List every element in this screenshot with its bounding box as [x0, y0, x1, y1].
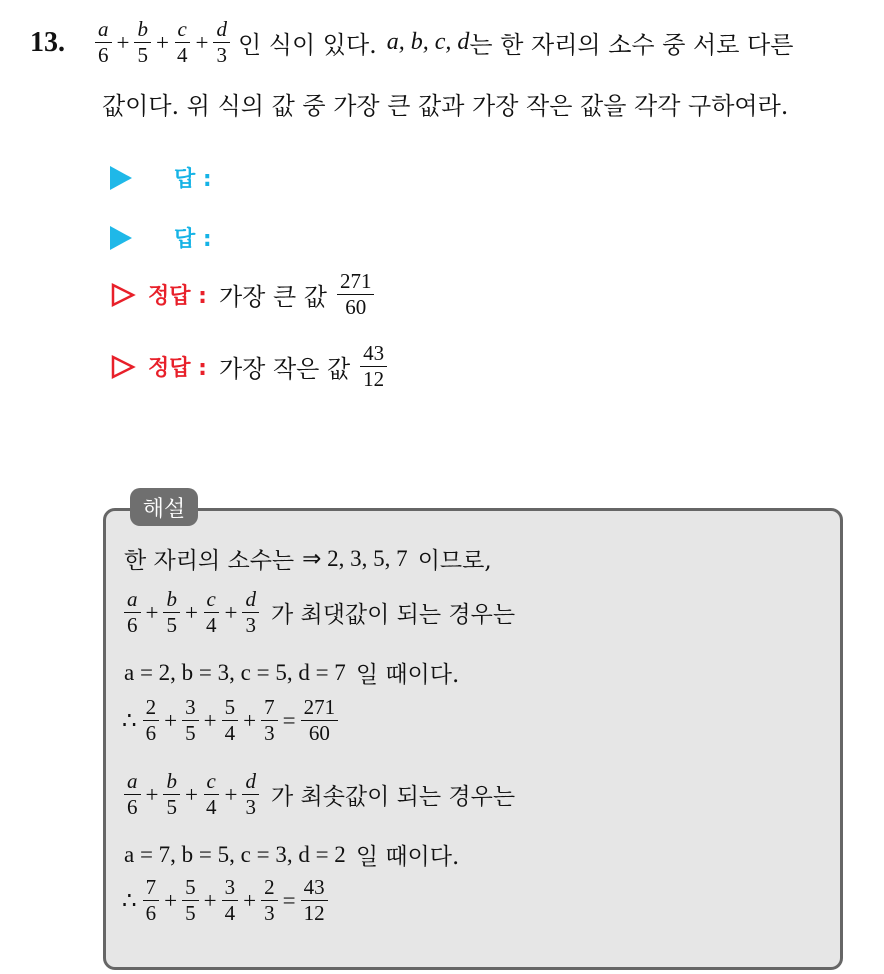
solution-text: 가 최솟값이 되는 경우는: [270, 784, 516, 811]
triangle-outline-icon: [110, 354, 136, 380]
fraction-d-3: $\frac{d}{3}$: [242, 770, 259, 819]
therefore-sign: ∴: [122, 887, 137, 914]
solution-text: 가 최댓값이 되는 경우는: [270, 602, 516, 629]
fraction: $\frac{2}{3}$: [261, 876, 278, 925]
fraction-271-60: $\frac{271}{60}$: [337, 270, 375, 319]
solution-math: a = 7, b = 5, c = 3, d = 2: [124, 841, 346, 867]
plus-sign: +: [203, 707, 217, 733]
fraction-b-5: $\frac{b}{5}$: [134, 18, 151, 67]
fraction: $\frac{3}{5}$: [182, 696, 199, 745]
fraction: $\frac{7}{3}$: [261, 696, 278, 745]
solution-tag: 해설: [130, 488, 198, 526]
plus-sign: +: [145, 781, 159, 807]
fraction-b-5: $\frac{b}{5}$: [163, 770, 180, 819]
solution-text: 일 때이다.: [355, 662, 460, 688]
plus-sign: +: [224, 781, 238, 807]
fraction: $\frac{2}{6}$: [143, 696, 160, 745]
plus-sign: +: [184, 599, 198, 625]
solution-line-6: [124, 838, 459, 871]
fraction-d-3: $\frac{d}{3}$: [213, 18, 230, 67]
question-text-1: 인 식이 있다.: [237, 31, 377, 60]
question-vars: a, b, c, d: [386, 29, 470, 56]
fraction-c-4: $\frac{c}{4}$: [174, 18, 191, 67]
correct-answer-text: 가장 큰 값: [218, 283, 327, 312]
solution-line-2: [122, 588, 515, 637]
fraction-result: $\frac{43}{12}$: [301, 876, 328, 925]
solution-text: 한 자리의 소수는: [124, 548, 295, 574]
correct-answer-label: 정답 :: [148, 356, 207, 382]
fraction-a-6: $\frac{a}{6}$: [124, 588, 141, 637]
question-text-3: 값이다. 위 식의 값 중 가장 큰 값과 가장 작은 값을 각각 구하여라.: [102, 92, 789, 120]
plus-sign: +: [243, 707, 257, 733]
correct-answer-row-1: [110, 270, 376, 319]
fraction: $\frac{5}{5}$: [182, 876, 199, 925]
triangle-right-icon: [110, 166, 132, 190]
fraction-result: $\frac{271}{60}$: [301, 696, 339, 745]
solution-line-7: [122, 876, 330, 925]
fraction: $\frac{3}{4}$: [222, 876, 239, 925]
question-line-2: [102, 86, 788, 121]
answer-label: 답 :: [174, 227, 212, 252]
solution-math: a = 2, b = 3, c = 5, d = 7: [124, 659, 346, 685]
fraction: $\frac{5}{4}$: [222, 696, 239, 745]
plus-sign: +: [164, 707, 178, 733]
plus-sign: +: [243, 887, 257, 913]
correct-answer-row-2: [110, 342, 389, 391]
plus-sign: +: [155, 29, 169, 55]
equals-sign: =: [282, 887, 296, 913]
solution-text: 일 때이다.: [355, 844, 460, 870]
plus-sign: +: [224, 599, 238, 625]
fraction-c-4: $\frac{c}{4}$: [203, 770, 220, 819]
question-text-2: 는 한 자리의 소수 중 서로 다른: [469, 31, 794, 60]
plus-sign: +: [145, 599, 159, 625]
plus-sign: +: [184, 781, 198, 807]
correct-answer-text: 가장 작은 값: [218, 355, 351, 384]
fraction-a-6: $\frac{a}{6}$: [124, 770, 141, 819]
solution-math: ⇒ 2, 3, 5, 7: [302, 545, 408, 571]
solution-text: 이므로,: [417, 548, 492, 574]
solution-line-4: [122, 696, 340, 745]
plus-sign: +: [195, 29, 209, 55]
answer-label: 답 :: [174, 167, 212, 192]
fraction-43-12: $\frac{43}{12}$: [360, 342, 387, 391]
fraction-d-3: $\frac{d}{3}$: [242, 588, 259, 637]
plus-sign: +: [116, 29, 130, 55]
answer-row-1: [110, 162, 212, 193]
triangle-right-icon: [110, 226, 132, 250]
fraction: $\frac{7}{6}$: [143, 876, 160, 925]
plus-sign: +: [164, 887, 178, 913]
answer-row-2: [110, 222, 212, 253]
solution-line-5: [122, 770, 515, 819]
fraction-a-6: $\frac{a}{6}$: [95, 18, 112, 67]
correct-answer-label: 정답 :: [148, 284, 207, 310]
solution-line-1: [124, 542, 492, 575]
plus-sign: +: [203, 887, 217, 913]
fraction-b-5: $\frac{b}{5}$: [163, 588, 180, 637]
solution-line-3: [124, 656, 459, 689]
question-line-1: [30, 18, 793, 67]
therefore-sign: ∴: [122, 707, 137, 734]
equals-sign: =: [282, 707, 296, 733]
question-number: 13.: [30, 26, 65, 58]
triangle-outline-icon: [110, 282, 136, 308]
fraction-c-4: $\frac{c}{4}$: [203, 588, 220, 637]
